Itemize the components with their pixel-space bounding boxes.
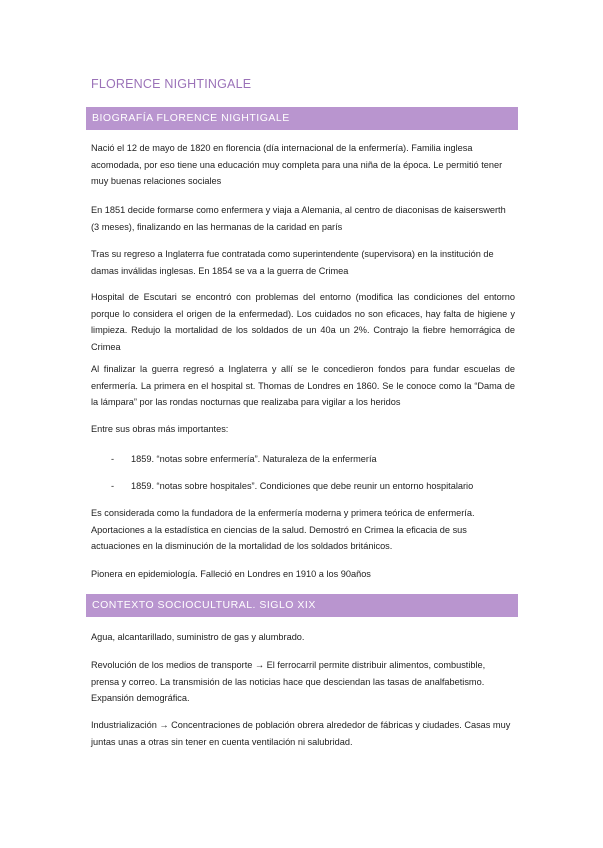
paragraph-agua: Agua, alcantarillado, suministro de gas y alumbrado. xyxy=(91,632,305,642)
section-heading-contexto: CONTEXTO SOCIOCULTURAL. SIGLO XIX xyxy=(86,594,518,617)
paragraph-fundadora: Es considerada como la fundadora de la enfermería moderna y primera teórica de enfermería. Aportaciones a la estadística en ciencias de la salud. Demostró en Crimea la eficacia de sus actuaciones en la disminución de la mortalidad de los soldados británicos. xyxy=(91,508,475,551)
paragraph-fin-guerra: Al finalizar la guerra regresó a Inglaterra y allí se le concedieron fondos para fundar escuelas de enfermería. La primera en el hospital st. Thomas de Londres en 1860. Se le conoce como la “Dama de la lámpara” por las rondas nocturnas que realizaba para vigilar a los heridos xyxy=(91,364,515,407)
paragraph-obras-intro: Entre sus obras más importantes: xyxy=(91,424,229,434)
list-item-text: 1859. “notas sobre hospitales”. Condiciones que debe reunir un entorno hospitalario xyxy=(131,481,474,491)
bullet-dash: - xyxy=(111,481,115,491)
paragraph-industrializacion: Industrialización → Concentraciones de población obrera alrededor de fábricas y ciudades. Casas muy juntas unas a otras sin tener en cuenta ventilación ni salubridad. xyxy=(91,720,511,747)
paragraph-pionera: Pionera en epidemiología. Falleció en Londres en 1910 a los 90años xyxy=(91,569,371,579)
list-item-text: 1859. “notas sobre enfermería”. Naturaleza de la enfermería xyxy=(131,454,377,464)
paragraph-transporte: Revolución de los medios de transporte → El ferrocarril permite distribuir alimentos, combustible, prensa y correo. La transmisión de las noticias hace que desciendan las tasas de analfabetismo. Expansión demográfica. xyxy=(91,660,486,703)
paragraph-regreso: Tras su regreso a Inglaterra fue contratada como superintendente (supervisora) en la institución de damas inválidas inglesas. En 1854 se va a la guerra de Crimea xyxy=(91,249,494,276)
bullet-dash: - xyxy=(111,454,115,464)
paragraph-formacion: En 1851 decide formarse como enfermera y viaja a Alemania, al centro de diaconisas de kaiserswerth (3 meses), finalizando en las hermanas de la caridad en parís xyxy=(91,205,506,232)
paragraph-nacimiento: Nació el 12 de mayo de 1820 en florencia (día internacional de la enfermería). Familia inglesa acomodada, por eso tiene una educación muy completa para una niña de la época. Le permitió tener muy buenas relaciones sociales xyxy=(91,143,503,186)
section-heading-biografia: BIOGRAFÍA FLORENCE NIGHTIGALE xyxy=(86,107,518,130)
paragraph-escutari: Hospital de Escutari se encontró con problemas del entorno (modifica las condiciones del entorno porque lo considera el origen de la enfermedad). Los cuidados no son eficaces, hay falta de higiene y limpieza. Redujo la mortalidad de los soldados de un 40a un 2%. Contrajo la fiebre hemorrágica de Crimea xyxy=(91,292,515,352)
document-title: FLORENCE NIGHTINGALE xyxy=(91,77,252,91)
